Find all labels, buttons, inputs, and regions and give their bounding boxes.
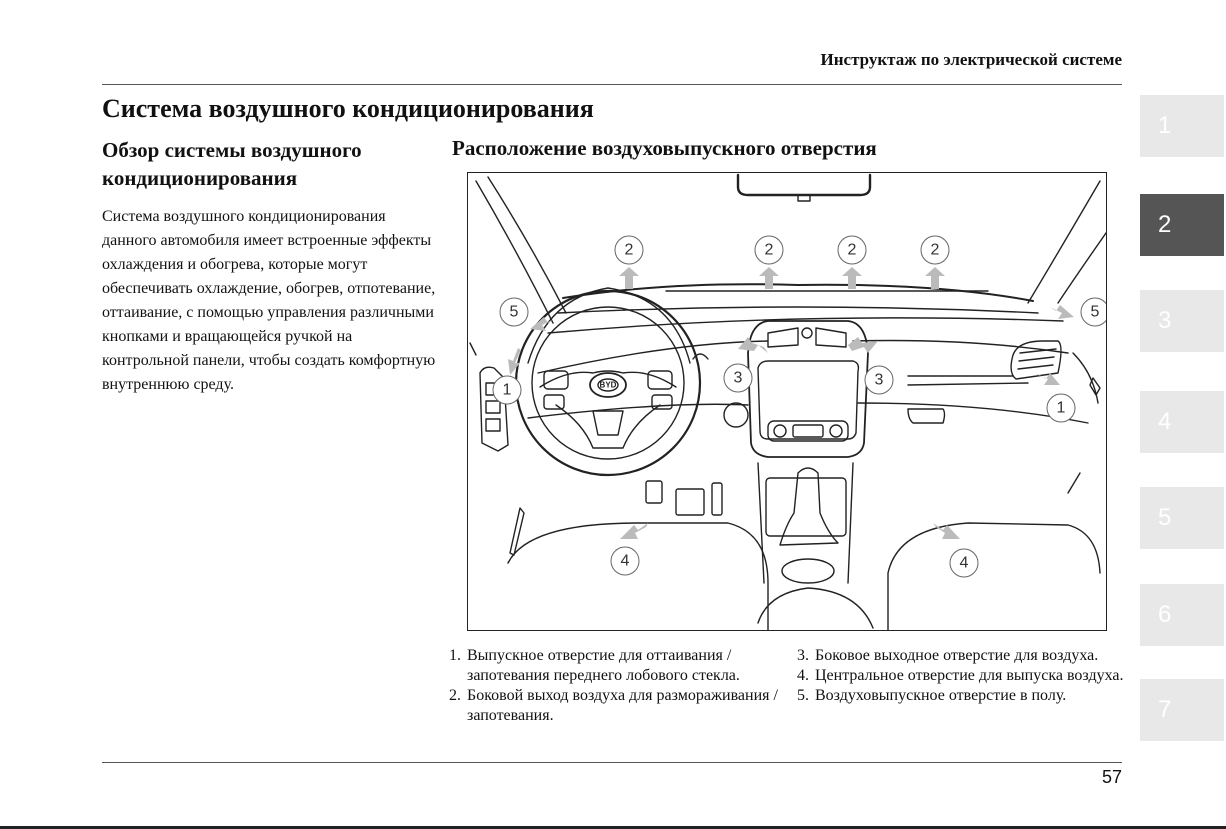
overview-heading: Обзор системы воздушного кондиционирования [102, 138, 362, 190]
svg-text:5: 5 [1090, 303, 1100, 321]
callout-3-right [865, 366, 893, 394]
callout-1-right [1047, 394, 1075, 422]
callout-4-left [611, 547, 639, 575]
svg-text:3: 3 [733, 369, 743, 387]
svg-text:4: 4 [959, 554, 969, 572]
svg-text:2: 2 [930, 241, 940, 259]
chapter-tab-3[interactable]: 3 [1140, 290, 1224, 352]
chapter-tab-7[interactable]: 7 [1140, 679, 1224, 741]
brand-badge: BYD [599, 380, 617, 390]
callout-2-a [615, 236, 643, 264]
overview-paragraph: Система воздушного кондиционирования данного автомобиля имеет встроенные эффекты охлаждения и обогрева, которые могут обеспечивать охлаждение, обогрев, отпотевание, оттаивание, с помощью управления различными кнопками и вращающейся ручкой на контрольной панели, чтобы создать комфортную внутреннюю среду. [102, 208, 436, 393]
svg-text:4: 4 [620, 552, 630, 570]
svg-text:1: 1 [502, 381, 512, 399]
chapter-tab-4[interactable]: 4 [1140, 391, 1224, 453]
dashboard-illustration [467, 172, 1107, 631]
callout-5-right [1081, 298, 1107, 326]
callout-4-right [950, 549, 978, 577]
chapter-tab-6[interactable]: 6 [1140, 584, 1224, 646]
callout-3-left [724, 364, 752, 392]
svg-text:1: 1 [1056, 399, 1066, 417]
svg-text:2: 2 [847, 241, 857, 259]
chapter-tab-2[interactable]: 2 [1140, 194, 1224, 256]
callout-2-c [838, 236, 866, 264]
vent-location-heading: Расположение воздуховыпускного отверстия [452, 136, 877, 160]
legend-item: 1. Выпускное отверстие для оттаивания / запотевания переднего лобового стекла. [449, 647, 740, 684]
chapter-tab-1[interactable]: 1 [1140, 95, 1224, 157]
callout-2-d [921, 236, 949, 264]
header-divider [102, 84, 1122, 85]
page-number: 57 [1101, 767, 1122, 787]
callout-5-left [500, 298, 528, 326]
legend-item: 4. Центральное отверстие для выпуска воздуха. [797, 667, 1124, 684]
legend-column-right [797, 646, 1127, 706]
chapter-tab-5[interactable]: 5 [1140, 487, 1224, 549]
legend-item: 3. Боковое выходное отверстие для воздуха. [797, 647, 1099, 664]
section-title: Система воздушного кондиционирования [102, 94, 594, 123]
running-header: Инструктаж по электрической системе [820, 50, 1122, 69]
svg-text:3: 3 [874, 371, 884, 389]
footer-divider [102, 762, 1122, 763]
svg-text:2: 2 [764, 241, 774, 259]
legend-item: 5. Воздуховыпускное отверстие в полу. [797, 687, 1067, 704]
svg-text:2: 2 [624, 241, 634, 259]
legend-item: 2. Боковой выход воздуха для размораживания / запотевания. [449, 687, 778, 724]
callout-1-left [493, 376, 521, 404]
callout-2-b [755, 236, 783, 264]
svg-text:5: 5 [509, 303, 519, 321]
legend-column-left [449, 646, 784, 726]
